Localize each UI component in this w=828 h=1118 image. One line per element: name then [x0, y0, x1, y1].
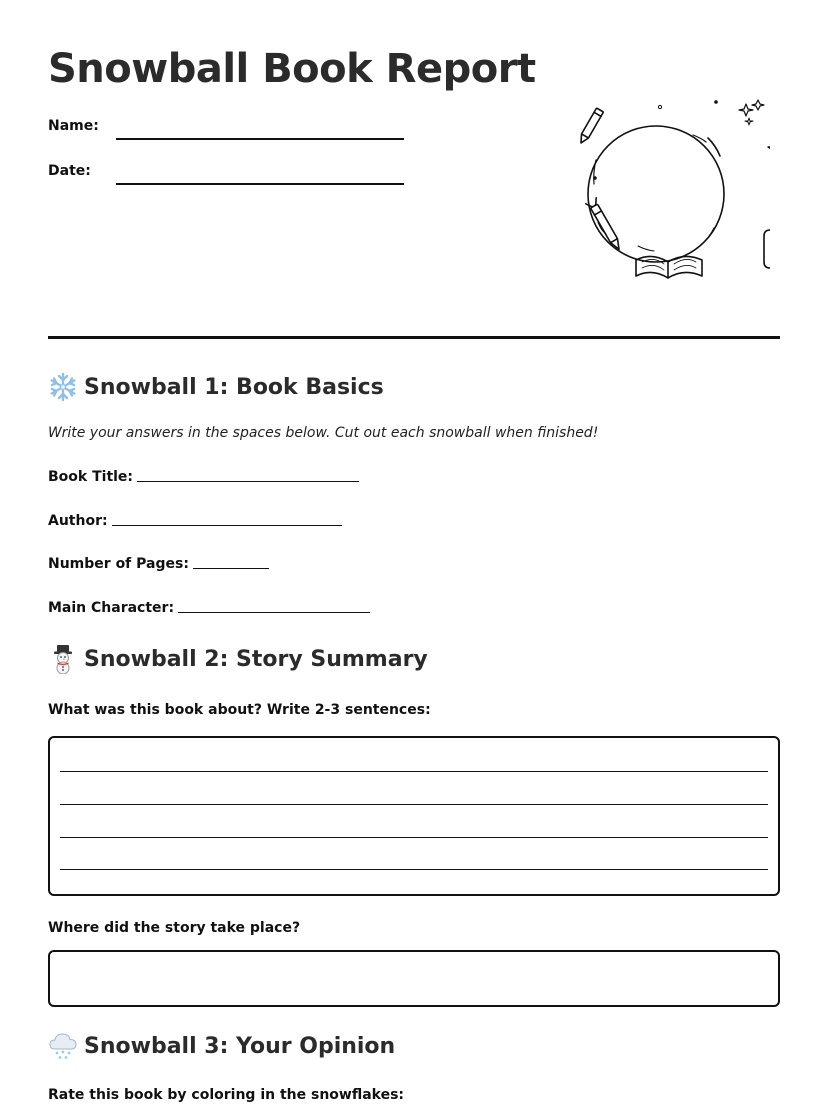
snow-cloud-icon [48, 1031, 78, 1061]
section1-instruction: Write your answers in the spaces below. Cut out each snowball when finished! [48, 425, 599, 441]
summary-line [60, 804, 768, 805]
summary-line [60, 771, 768, 772]
rating-prompt: Rate this book by coloring in the snowflakes: [48, 1087, 405, 1103]
snowflake-icon [48, 372, 78, 402]
section1-title: Snowball 1: Book Basics [84, 374, 384, 400]
name-line[interactable] [116, 138, 404, 140]
section2-title: Snowball 2: Story Summary [84, 646, 428, 672]
summary-line [60, 869, 768, 870]
number-of-pages-field[interactable] [48, 556, 269, 572]
summary-question: What was this book about? Write 2-3 sentences: [48, 702, 431, 718]
open-book-icon [636, 256, 702, 278]
header-divider [48, 336, 780, 339]
main-character-blank[interactable] [178, 612, 370, 613]
book-title-label: Book Title: [48, 469, 134, 485]
author-blank[interactable] [112, 525, 342, 526]
author-field[interactable] [48, 513, 342, 529]
name-field [48, 118, 99, 134]
name-label: Name: [48, 118, 99, 134]
book-title-blank[interactable] [137, 481, 359, 482]
main-character-field[interactable] [48, 600, 370, 616]
date-line[interactable] [116, 183, 404, 185]
section1-heading [48, 372, 384, 402]
summary-line [60, 837, 768, 838]
pen-icon [586, 198, 624, 252]
section3-title: Snowball 3: Your Opinion [84, 1033, 396, 1059]
number-of-pages-label: Number of Pages: [48, 556, 189, 572]
date-field [48, 163, 91, 179]
setting-question: Where did the story take place? [48, 920, 301, 936]
section3-heading [48, 1031, 395, 1061]
date-label: Date: [48, 163, 91, 179]
snow-globe-illustration [538, 94, 770, 298]
snowman-icon [48, 644, 78, 674]
main-character-label: Main Character: [48, 600, 175, 616]
sparkle-star-icon [739, 100, 770, 214]
pencil-icon [578, 108, 604, 145]
snow-globe-icon [588, 126, 724, 262]
book-title-field[interactable] [48, 469, 359, 485]
author-label: Author: [48, 513, 108, 529]
page-title: Snowball Book Report [48, 46, 536, 92]
number-of-pages-blank[interactable] [193, 568, 269, 569]
section2-heading [48, 644, 428, 674]
paperclip-icon [764, 230, 770, 268]
setting-answer-box[interactable] [48, 950, 780, 1007]
summary-answer-box[interactable] [48, 736, 780, 896]
